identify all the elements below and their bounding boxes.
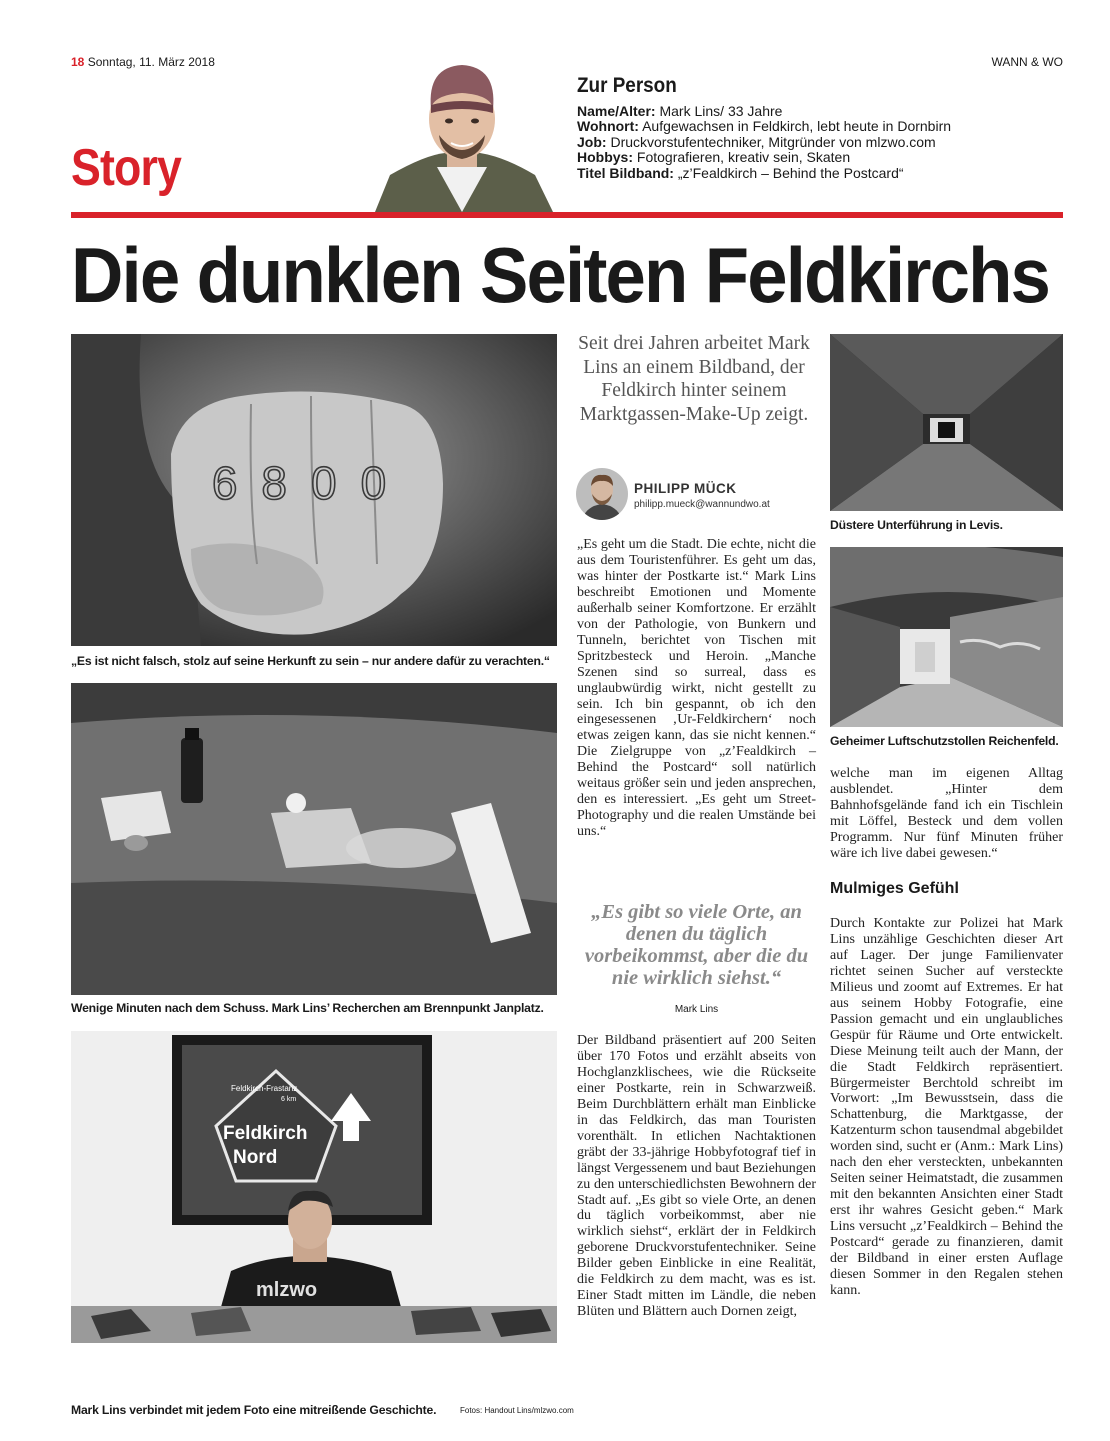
pull-quote: „Es gibt so viele Orte, an denen du täglich vorbeikommst, aber die du nie wirklich siehst.“ [584,901,809,989]
hoodie-text: mlzwo [256,1279,318,1301]
subheading: Mulmiges Gefühl [830,880,959,897]
person-box-title: Zur Person [577,74,677,97]
mark-lins-photo [71,1031,557,1343]
sign-line1-text: Feldkirch [223,1123,308,1144]
person-info-box [577,74,1063,208]
person-line: Name/Alter: Mark Lins/ 33 Jahre [577,102,783,119]
bunker-photo [830,547,1063,727]
caption-fist: „Es ist nicht falsch, stolz auf seine Herkunft zu sein – nur andere dafür zu verachten.“ [71,654,550,668]
page-header [71,55,1063,73]
body-column-2-bottom: Der Bildband präsentiert auf 200 Seiten über 170 Fotos und erzählt abseits von Hochglanzklischees, wie die Rückseite einer Postkarte, rein in Schwarzweiß. Beim Durchblättern erhält man Einblicke in das Feldkirch, das man Touristen vorenthält. In etlichen Nachtaktionen gräbt der 33-jährige Hobbyfotograf tief in längst Vergessenem und baut Beziehungen zu den unterschiedlichsten Bewohnern der Stadt auf. „Es gibt so viele Orte, an denen du täglich vorbeikommst, aber nie wirklich siehst“, erklärt der in Feldkirch geborene Druckvorstufentechniker. Seine Bilder geben Einblicke in eine Realität, die Feldkirch zu dem macht, was es ist. Einer Stadt mitten im Ländle, die neben Blüten und Blättern auch Dornen zeigt, [577,1033,816,1320]
author-avatar [576,468,628,520]
body-column-2-top: „Es geht um die Stadt. Die echte, nicht die aus dem Touristenführer. Es geht um das, was hinter der Postkarte ist.“ Mark Lins beschreibt Emotionen und Momente außerhalb seiner Komfortzone. Er erzählt von der Pathologie, von Bunkern und Tunneln, berichtet von Tischen mit Spritzbesteck und Heroin. „Manche Szenen sind so surreal, dass es unglaubwürdig wirkt, nicht gestellt zu sein. Ich bin gespannt, ob ich den eingesessenen ‚Ur-Feldkirchern‘ noch etwas zeigen kann, das sie nicht kennen.“ Die Zielgruppe von „z’Fealdkirch – Behind the Postcard“ soll natürlich weitaus größer sein und jeden ansprechen, den es interessiert. „Es geht um Street-Photography und die realen Umstände bei uns.“ [577,537,816,840]
photo-credit: Fotos: Handout Lins/mlzwo.com [460,1406,574,1415]
portrait-photo [365,57,560,212]
person-line: Titel Bildband: „z’Fealdkirch – Behind the Postcard“ [577,164,904,181]
person-line: Wohnort: Aufgewachsen in Feldkirch, lebt heute in Dornbirn [577,118,952,135]
knuckle-tattoo: 6800 [211,457,411,509]
brand-name: WANN & WO [991,55,1063,69]
author-name: PHILIPP MÜCK [634,481,737,496]
caption-table: Wenige Minuten nach dem Schuss. Mark Lins’ Recherchen am Brennpunkt Janplatz. [71,1001,544,1015]
table-photo [71,683,557,995]
body-column-3-top: welche man im eigenen Alltag ausblendet. „Hinter dem Bahnhofsgelände fand ich ein Tischlein mit Löffel, Besteck und dem vollen Programm. Nur fünf Minuten früher wäre ich live dabei gewesen.“ [830,766,1063,861]
body-column-3-bottom: Durch Kontakte zur Polizei hat Mark Lins unzählige Geschichten dieser Art auf Lager. Der junge Familienvater richtet seinen Sucher auf versteckte Milieus und zoomt auf Extremes. Er hat aus seinem Hobby Fotografie, eine Passion gemacht und ein unglaubliches Gespür für Räume und Orte entwickelt. Diese Meinung teilt auch der Mann, der die Stadt Feldkirch repräsentiert. Bürgermeister Berchtold schreibt im Vorwort: „Im Bewusstsein, dass die Schattenburg, die Marktgasse, der Katzenturm schon tausendmal abgebildet worden sind, sucht er (Anm.: Mark Lins) nach den eher versteckten, unbekannten Seiten seiner Heimatstadt, die zusammen mit den bekannten Ansichten einer Stadt erst ihr wahres Gesicht geben.“ Mark Lins versucht „z’Fealdkirch – Behind the Postcard“ gerade zu finanzieren, damit der Bildband in einer ersten Auflage diesen Sommer in den Regalen stehen kann. [830,916,1063,1298]
author-byline [576,468,820,523]
sign-line2-text: Nord [233,1147,278,1168]
section-label: Story [71,139,182,197]
caption-bunker: Geheimer Luftschutzstollen Reichenfeld. [830,734,1059,748]
sign-km-text: 6 km [281,1096,297,1103]
author-email[interactable]: philipp.mueck@wannundwo.at [634,499,770,510]
lead-paragraph: Seit drei Jahren arbeitet Mark Lins an einem Bildband, der Feldkirch hinter seinem Marktgassen-Make-Up zeigt. [578,333,810,425]
headline: Die dunklen Seiten Feldkirchs [71,231,1050,319]
person-line: Hobbys: Fotografieren, kreativ sein, Skaten [577,149,851,166]
fist-photo [71,334,557,646]
caption-tunnel: Düstere Unterführung in Levis. [830,518,1003,532]
section-rule [71,212,1063,218]
page-number: 18 [71,55,85,69]
tunnel-photo [830,334,1063,511]
pull-quote-author: Mark Lins [674,1004,719,1015]
caption-mark-lins: Mark Lins verbindet mit jedem Foto eine mitreißende Geschichte. [71,1403,437,1417]
sign-small-text: Feldkirch-Frastanz [231,1084,298,1093]
person-line: Job: Druckvorstufentechniker, Mitgründer von mlzwo.com [577,133,936,150]
issue-date: Sonntag, 11. März 2018 [87,55,215,69]
